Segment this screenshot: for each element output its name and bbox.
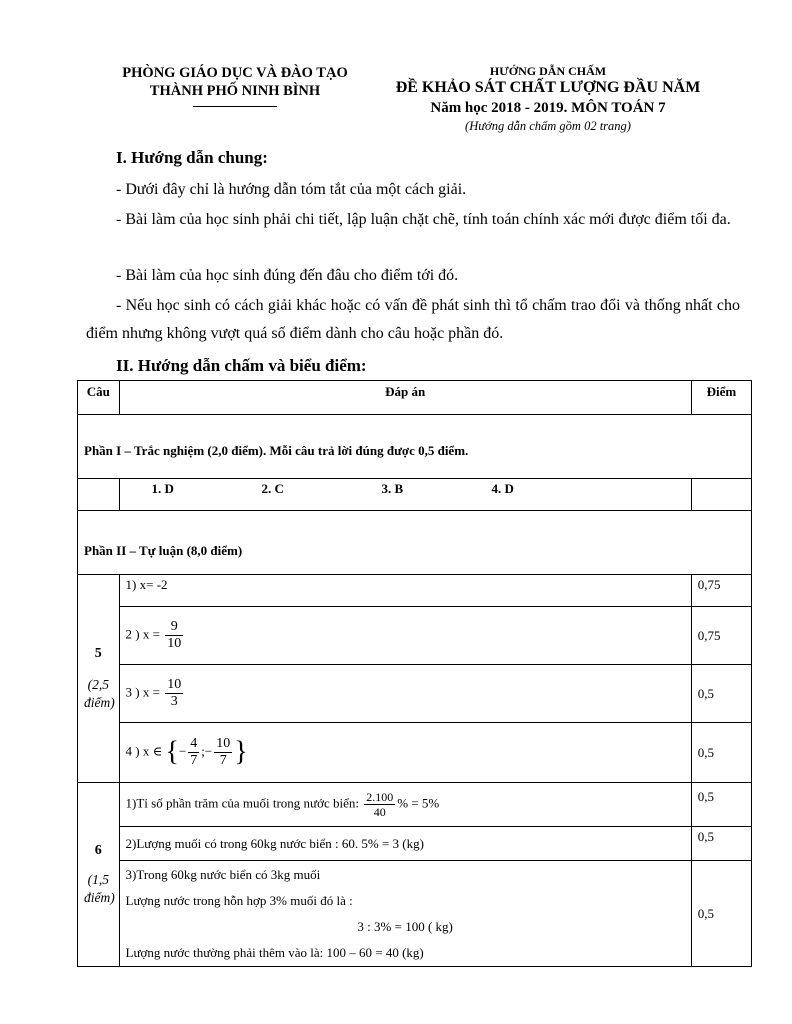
q5-3-denominator: 3 (170, 694, 178, 709)
section-scoring-title: II. Hướng dẫn chấm và biểu điểm: (116, 356, 367, 375)
q5-answer-4 (119, 723, 691, 783)
q6-row-2 (78, 827, 752, 861)
q5-2-fraction (165, 619, 183, 652)
mc-answer-3: 3. B (381, 481, 404, 496)
q6-1-text: 1)Tỉ số phần trăm của muối trong nước biển: (125, 795, 359, 811)
header-question: Câu (78, 381, 120, 415)
q5-4-numerator-1: 4 (190, 736, 198, 751)
q6-3-line-1: 3)Trong 60kg nước biển có 3kg muối (125, 866, 321, 882)
q6-3-line-2: Lượng nước trong hỗn hợp 3% muối đó là : (125, 892, 353, 908)
part1-answers (119, 479, 691, 511)
city-name: THÀNH PHỐ NINH BÌNH (149, 83, 321, 99)
right-brace-icon: } (234, 736, 248, 768)
header-answer: Đáp án (119, 381, 691, 415)
q5-4-denominator-1: 7 (190, 753, 198, 768)
q5-4-denominator-2: 7 (219, 753, 227, 768)
part2-title: Phần II – Tự luận (8,0 điểm) (78, 511, 752, 575)
exam-year-subject: Năm học 2018 - 2019. MÔN TOÁN 7 (430, 100, 666, 116)
q6-3-line-3: 3 : 3% = 100 ( kg) (357, 918, 453, 934)
q5-4-prefix: 4 ) x ∈ (125, 743, 163, 759)
q5-4-fraction-1 (188, 736, 199, 769)
part2-title-row (78, 511, 752, 575)
q6-points-1: 0,5 (691, 783, 751, 827)
q5-4-numerator-2: 10 (216, 736, 231, 751)
q6-1-fraction (364, 790, 395, 819)
table-header-row (78, 381, 752, 415)
q5-2-prefix: 2 ) x = (125, 626, 160, 642)
q5-row-4 (78, 723, 752, 783)
q5-number: 5 (94, 645, 102, 661)
q5-answer-1: 1) x= -2 (119, 575, 691, 607)
q5-points-1: 0,75 (691, 575, 751, 607)
exam-title: ĐỀ KHẢO SÁT CHẤT LƯỢNG ĐẦU NĂM (395, 79, 701, 96)
q6-3-line-4: Lượng nước thường phải thêm vào là: 100 – 60 = 40 (kg) (125, 944, 424, 960)
department-header (110, 64, 360, 107)
q5-row-3 (78, 665, 752, 723)
q5-3-fraction (165, 677, 183, 710)
q6-number: 6 (94, 842, 102, 858)
q5-3-prefix: 3 ) x = (125, 684, 160, 700)
q6-1-suffix: % = 5% (397, 795, 440, 811)
q5-answer-3 (119, 665, 691, 723)
q6-row-1 (78, 783, 752, 827)
general-note-4: - Nếu học sinh có cách giải khác hoặc có vấn đề phát sinh thì tổ chấm trao đổi và thống nhất cho điểm nhưng không vượt quá số điểm dành cho câu hoặc phần đó. (86, 297, 740, 342)
q5-4-fraction-2 (214, 736, 232, 769)
mc-answer-4: 4. D (491, 481, 514, 496)
q5-2-numerator: 9 (165, 619, 183, 636)
scoring-table (77, 380, 752, 967)
q5-points-3: 0,5 (691, 665, 751, 723)
q5-row-2 (78, 607, 752, 665)
q5-points-label: (2,5 điểm) (84, 676, 115, 710)
guide-label: HƯỚNG DẪN CHẤM (489, 64, 607, 78)
part1-answers-row (78, 479, 752, 511)
page-count-note: (Hướng dẫn chấm gồm 02 trang) (465, 119, 631, 133)
general-note-2: - Bài làm của học sinh phải chi tiết, lập luận chặt chẽ, tính toán chính xác mới được điểm tối đa. (116, 211, 731, 228)
q5-2-denominator: 10 (167, 636, 182, 651)
exam-header (378, 64, 718, 134)
mc-answer-2: 2. C (261, 481, 284, 496)
header-divider (193, 106, 277, 107)
left-brace-icon: { (165, 736, 179, 768)
q6-answer-2: 2)Lượng muối có trong 60kg nước biển : 60. 5% = 3 (kg) (119, 827, 691, 861)
q6-1-denominator: 40 (373, 805, 386, 819)
q6-row-3 (78, 861, 752, 967)
part1-title: Phần I – Trắc nghiệm (2,0 điểm). Mỗi câu trả lời đúng được 0,5 điểm. (78, 415, 752, 479)
header-points: Điểm (691, 381, 751, 415)
q6-answer-3 (119, 861, 691, 967)
q6-points-2: 0,5 (691, 827, 751, 861)
q6-1-numerator: 2.100 (366, 790, 394, 804)
separator-semicolon: ;− (201, 743, 213, 759)
q5-label-cell (78, 575, 120, 783)
mc-answer-1: 1. D (151, 481, 174, 496)
q5-points-4: 0,5 (691, 723, 751, 783)
q5-points-2: 0,75 (691, 607, 751, 665)
q6-label-cell (78, 783, 120, 967)
part1-answers-num (78, 479, 120, 511)
department-name: PHÒNG GIÁO DỤC VÀ ĐÀO TẠO (122, 65, 348, 81)
section-general-title: I. Hướng dẫn chung: (116, 148, 268, 167)
q6-points-label: (1,5 điểm) (84, 871, 115, 905)
general-note-3: - Bài làm của học sinh đúng đến đâu cho điểm tới đó. (116, 267, 459, 284)
q5-row-1 (78, 575, 752, 607)
general-note-1: - Dưới đây chỉ là hướng dẫn tóm tắt của một cách giải. (116, 181, 467, 198)
q6-answer-1 (119, 783, 691, 827)
q5-3-numerator: 10 (167, 677, 182, 692)
q6-points-3: 0,5 (691, 861, 751, 967)
minus-sign-1: − (178, 743, 187, 759)
part1-title-row (78, 415, 752, 479)
q5-answer-2 (119, 607, 691, 665)
part1-answers-pts (691, 479, 751, 511)
